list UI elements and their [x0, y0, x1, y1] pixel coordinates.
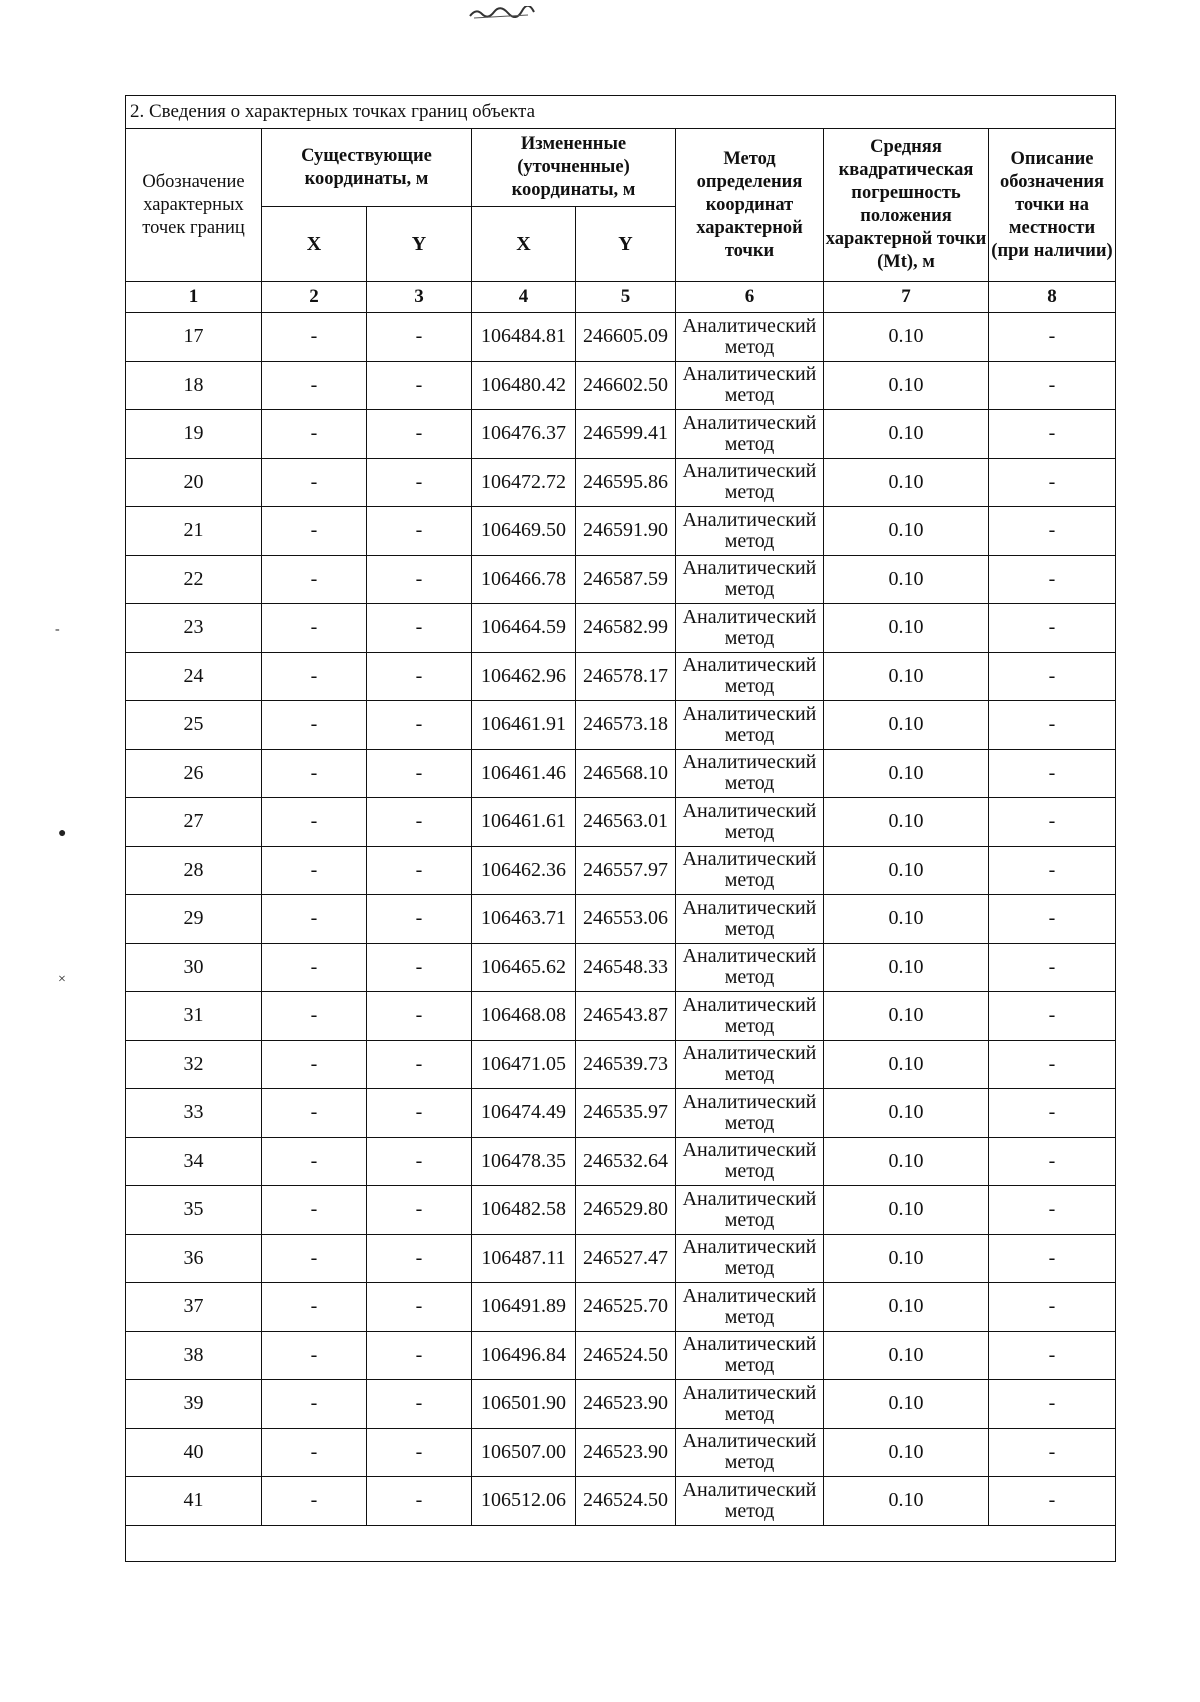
point-number-cell: 29 [126, 895, 262, 944]
changed-x-cell: 106468.08 [472, 992, 576, 1041]
changed-x-cell: 106491.89 [472, 1283, 576, 1332]
method-cell: Аналитический метод [676, 1040, 824, 1089]
table-row [126, 604, 1116, 653]
point-number-cell: 20 [126, 458, 262, 507]
existing-x-cell: - [262, 507, 367, 556]
table-row [126, 1428, 1116, 1477]
header-description: Описание обозначения точки на местности (при наличии) [989, 129, 1116, 282]
existing-y-cell: - [367, 555, 472, 604]
method-cell: Аналитический метод [676, 1186, 824, 1235]
changed-y-cell: 246524.50 [576, 1477, 676, 1526]
point-number-cell: 19 [126, 410, 262, 459]
point-number-cell: 28 [126, 846, 262, 895]
header-method: Метод определения координат характерной точки [676, 129, 824, 282]
changed-y-cell: 246539.73 [576, 1040, 676, 1089]
changed-x-cell: 106478.35 [472, 1137, 576, 1186]
point-number-cell: 21 [126, 507, 262, 556]
existing-y-cell: - [367, 1137, 472, 1186]
point-number-cell: 41 [126, 1477, 262, 1526]
changed-x-cell: 106496.84 [472, 1331, 576, 1380]
point-number-cell: 17 [126, 313, 262, 362]
error-cell: 0.10 [824, 410, 989, 459]
changed-y-cell: 246523.90 [576, 1380, 676, 1429]
method-cell: Аналитический метод [676, 1089, 824, 1138]
error-cell: 0.10 [824, 846, 989, 895]
description-cell: - [989, 313, 1116, 362]
changed-y-cell: 246529.80 [576, 1186, 676, 1235]
changed-x-cell: 106484.81 [472, 313, 576, 362]
header-existing-coordinates: Существующие координаты, м [262, 129, 472, 207]
table-row [126, 652, 1116, 701]
description-cell: - [989, 1283, 1116, 1332]
changed-x-cell: 106465.62 [472, 943, 576, 992]
changed-x-cell: 106482.58 [472, 1186, 576, 1235]
table-row [126, 410, 1116, 459]
empty-footer-cell [126, 1525, 1116, 1561]
method-cell: Аналитический метод [676, 458, 824, 507]
error-cell: 0.10 [824, 943, 989, 992]
existing-y-cell: - [367, 1234, 472, 1283]
method-cell: Аналитический метод [676, 1380, 824, 1429]
existing-x-cell: - [262, 555, 367, 604]
changed-y-cell: 246557.97 [576, 846, 676, 895]
existing-x-cell: - [262, 749, 367, 798]
column-number: 8 [989, 282, 1116, 313]
error-cell: 0.10 [824, 1186, 989, 1235]
error-cell: 0.10 [824, 555, 989, 604]
table-row [126, 1234, 1116, 1283]
description-cell: - [989, 1040, 1116, 1089]
existing-y-cell: - [367, 1331, 472, 1380]
error-cell: 0.10 [824, 604, 989, 653]
existing-x-cell: - [262, 1283, 367, 1332]
method-cell: Аналитический метод [676, 1331, 824, 1380]
changed-y-cell: 246535.97 [576, 1089, 676, 1138]
error-cell: 0.10 [824, 798, 989, 847]
method-cell: Аналитический метод [676, 701, 824, 750]
point-number-cell: 37 [126, 1283, 262, 1332]
table-row [126, 1283, 1116, 1332]
changed-y-cell: 246524.50 [576, 1331, 676, 1380]
column-number: 6 [676, 282, 824, 313]
existing-x-cell: - [262, 458, 367, 507]
description-cell: - [989, 992, 1116, 1041]
method-cell: Аналитический метод [676, 1428, 824, 1477]
changed-y-cell: 246578.17 [576, 652, 676, 701]
description-cell: - [989, 1089, 1116, 1138]
column-number: 3 [367, 282, 472, 313]
existing-x-cell: - [262, 1428, 367, 1477]
error-cell: 0.10 [824, 749, 989, 798]
section-title: 2. Сведения о характерных точках границ объекта [126, 96, 1116, 129]
error-cell: 0.10 [824, 1428, 989, 1477]
table-row [126, 1331, 1116, 1380]
header-designation: Обозначение характерных точек границ [126, 129, 262, 282]
existing-x-cell: - [262, 846, 367, 895]
existing-y-cell: - [367, 1477, 472, 1526]
existing-x-cell: - [262, 798, 367, 847]
description-cell: - [989, 507, 1116, 556]
point-number-cell: 23 [126, 604, 262, 653]
table-row [126, 313, 1116, 362]
description-cell: - [989, 895, 1116, 944]
scan-artifact-mark [468, 6, 536, 20]
existing-y-cell: - [367, 1040, 472, 1089]
column-number: 5 [576, 282, 676, 313]
table-row [126, 749, 1116, 798]
method-cell: Аналитический метод [676, 410, 824, 459]
existing-y-cell: - [367, 1428, 472, 1477]
changed-y-cell: 246553.06 [576, 895, 676, 944]
description-cell: - [989, 604, 1116, 653]
method-cell: Аналитический метод [676, 1137, 824, 1186]
table-row [126, 1040, 1116, 1089]
point-number-cell: 22 [126, 555, 262, 604]
point-number-cell: 39 [126, 1380, 262, 1429]
changed-x-cell: 106469.50 [472, 507, 576, 556]
header-existing-x: X [262, 207, 367, 282]
error-cell: 0.10 [824, 652, 989, 701]
existing-x-cell: - [262, 1331, 367, 1380]
description-cell: - [989, 458, 1116, 507]
existing-x-cell: - [262, 652, 367, 701]
existing-x-cell: - [262, 361, 367, 410]
changed-y-cell: 246532.64 [576, 1137, 676, 1186]
changed-y-cell: 246602.50 [576, 361, 676, 410]
margin-mark: ● [58, 826, 67, 841]
changed-y-cell: 246525.70 [576, 1283, 676, 1332]
column-number: 1 [126, 282, 262, 313]
changed-y-cell: 246573.18 [576, 701, 676, 750]
description-cell: - [989, 1234, 1116, 1283]
error-cell: 0.10 [824, 1380, 989, 1429]
existing-y-cell: - [367, 507, 472, 556]
changed-x-cell: 106471.05 [472, 1040, 576, 1089]
point-number-cell: 31 [126, 992, 262, 1041]
existing-x-cell: - [262, 1186, 367, 1235]
existing-x-cell: - [262, 1380, 367, 1429]
changed-x-cell: 106461.91 [472, 701, 576, 750]
header-error: Средняя квадратическая погрешность положения характерной точки (Mt), м [824, 129, 989, 282]
existing-y-cell: - [367, 458, 472, 507]
existing-y-cell: - [367, 895, 472, 944]
error-cell: 0.10 [824, 458, 989, 507]
existing-x-cell: - [262, 701, 367, 750]
changed-y-cell: 246523.90 [576, 1428, 676, 1477]
method-cell: Аналитический метод [676, 652, 824, 701]
column-number: 2 [262, 282, 367, 313]
method-cell: Аналитический метод [676, 798, 824, 847]
existing-y-cell: - [367, 361, 472, 410]
existing-x-cell: - [262, 1040, 367, 1089]
description-cell: - [989, 749, 1116, 798]
existing-y-cell: - [367, 1283, 472, 1332]
method-cell: Аналитический метод [676, 361, 824, 410]
existing-y-cell: - [367, 604, 472, 653]
changed-x-cell: 106462.96 [472, 652, 576, 701]
changed-y-cell: 246591.90 [576, 507, 676, 556]
point-number-cell: 40 [126, 1428, 262, 1477]
existing-y-cell: - [367, 313, 472, 362]
margin-mark: × [58, 972, 66, 987]
changed-y-cell: 246587.59 [576, 555, 676, 604]
existing-x-cell: - [262, 1137, 367, 1186]
description-cell: - [989, 798, 1116, 847]
changed-x-cell: 106463.71 [472, 895, 576, 944]
empty-footer-row [126, 1525, 1116, 1561]
method-cell: Аналитический метод [676, 895, 824, 944]
table-row [126, 992, 1116, 1041]
table-row [126, 1380, 1116, 1429]
error-cell: 0.10 [824, 1477, 989, 1526]
table-row [126, 895, 1116, 944]
method-cell: Аналитический метод [676, 992, 824, 1041]
table-row [126, 943, 1116, 992]
error-cell: 0.10 [824, 313, 989, 362]
error-cell: 0.10 [824, 1137, 989, 1186]
point-number-cell: 18 [126, 361, 262, 410]
point-number-cell: 27 [126, 798, 262, 847]
description-cell: - [989, 1186, 1116, 1235]
column-number: 7 [824, 282, 989, 313]
method-cell: Аналитический метод [676, 507, 824, 556]
description-cell: - [989, 1331, 1116, 1380]
table-row [126, 361, 1116, 410]
changed-y-cell: 246527.47 [576, 1234, 676, 1283]
header-changed-coordinates: Измененные (уточненные) координаты, м [472, 129, 676, 207]
description-cell: - [989, 555, 1116, 604]
existing-x-cell: - [262, 1089, 367, 1138]
point-number-cell: 32 [126, 1040, 262, 1089]
table-row [126, 1477, 1116, 1526]
method-cell: Аналитический метод [676, 1283, 824, 1332]
table-row [126, 798, 1116, 847]
error-cell: 0.10 [824, 1283, 989, 1332]
error-cell: 0.10 [824, 992, 989, 1041]
existing-y-cell: - [367, 1186, 472, 1235]
existing-y-cell: - [367, 652, 472, 701]
existing-x-cell: - [262, 410, 367, 459]
existing-x-cell: - [262, 313, 367, 362]
changed-y-cell: 246548.33 [576, 943, 676, 992]
table-row [126, 458, 1116, 507]
description-cell: - [989, 410, 1116, 459]
point-number-cell: 30 [126, 943, 262, 992]
changed-y-cell: 246595.86 [576, 458, 676, 507]
existing-y-cell: - [367, 701, 472, 750]
method-cell: Аналитический метод [676, 749, 824, 798]
table-row [126, 1137, 1116, 1186]
point-number-cell: 38 [126, 1331, 262, 1380]
description-cell: - [989, 846, 1116, 895]
changed-x-cell: 106472.72 [472, 458, 576, 507]
point-number-cell: 35 [126, 1186, 262, 1235]
changed-y-cell: 246568.10 [576, 749, 676, 798]
table-row [126, 507, 1116, 556]
changed-x-cell: 106466.78 [472, 555, 576, 604]
existing-y-cell: - [367, 749, 472, 798]
description-cell: - [989, 652, 1116, 701]
changed-y-cell: 246563.01 [576, 798, 676, 847]
description-cell: - [989, 1477, 1116, 1526]
existing-x-cell: - [262, 604, 367, 653]
header-changed-y: Y [576, 207, 676, 282]
column-number: 4 [472, 282, 576, 313]
point-number-cell: 36 [126, 1234, 262, 1283]
point-number-cell: 25 [126, 701, 262, 750]
existing-y-cell: - [367, 1380, 472, 1429]
error-cell: 0.10 [824, 1234, 989, 1283]
changed-x-cell: 106507.00 [472, 1428, 576, 1477]
existing-x-cell: - [262, 895, 367, 944]
method-cell: Аналитический метод [676, 1477, 824, 1526]
description-cell: - [989, 1428, 1116, 1477]
changed-y-cell: 246599.41 [576, 410, 676, 459]
point-number-cell: 26 [126, 749, 262, 798]
changed-y-cell: 246582.99 [576, 604, 676, 653]
existing-y-cell: - [367, 410, 472, 459]
table-row [126, 1186, 1116, 1235]
existing-x-cell: - [262, 1234, 367, 1283]
method-cell: Аналитический метод [676, 943, 824, 992]
header-changed-x: X [472, 207, 576, 282]
existing-y-cell: - [367, 1089, 472, 1138]
error-cell: 0.10 [824, 701, 989, 750]
error-cell: 0.10 [824, 895, 989, 944]
table-row [126, 701, 1116, 750]
description-cell: - [989, 701, 1116, 750]
existing-y-cell: - [367, 992, 472, 1041]
existing-y-cell: - [367, 846, 472, 895]
points-table [125, 95, 1116, 1562]
changed-x-cell: 106512.06 [472, 1477, 576, 1526]
changed-x-cell: 106462.36 [472, 846, 576, 895]
description-cell: - [989, 361, 1116, 410]
error-cell: 0.10 [824, 507, 989, 556]
method-cell: Аналитический метод [676, 313, 824, 362]
changed-x-cell: 106461.46 [472, 749, 576, 798]
changed-y-cell: 246605.09 [576, 313, 676, 362]
changed-x-cell: 106474.49 [472, 1089, 576, 1138]
changed-x-cell: 106476.37 [472, 410, 576, 459]
column-number-row [126, 282, 1116, 313]
method-cell: Аналитический метод [676, 1234, 824, 1283]
table-row [126, 846, 1116, 895]
description-cell: - [989, 943, 1116, 992]
error-cell: 0.10 [824, 361, 989, 410]
changed-y-cell: 246543.87 [576, 992, 676, 1041]
table-row [126, 1089, 1116, 1138]
existing-x-cell: - [262, 943, 367, 992]
description-cell: - [989, 1137, 1116, 1186]
existing-y-cell: - [367, 943, 472, 992]
method-cell: Аналитический метод [676, 846, 824, 895]
changed-x-cell: 106480.42 [472, 361, 576, 410]
changed-x-cell: 106461.61 [472, 798, 576, 847]
table-row [126, 555, 1116, 604]
error-cell: 0.10 [824, 1089, 989, 1138]
changed-x-cell: 106487.11 [472, 1234, 576, 1283]
method-cell: Аналитический метод [676, 555, 824, 604]
header-existing-y: Y [367, 207, 472, 282]
point-number-cell: 33 [126, 1089, 262, 1138]
existing-x-cell: - [262, 992, 367, 1041]
changed-x-cell: 106501.90 [472, 1380, 576, 1429]
existing-y-cell: - [367, 798, 472, 847]
method-cell: Аналитический метод [676, 604, 824, 653]
existing-x-cell: - [262, 1477, 367, 1526]
point-number-cell: 34 [126, 1137, 262, 1186]
error-cell: 0.10 [824, 1040, 989, 1089]
changed-x-cell: 106464.59 [472, 604, 576, 653]
point-number-cell: 24 [126, 652, 262, 701]
description-cell: - [989, 1380, 1116, 1429]
error-cell: 0.10 [824, 1331, 989, 1380]
margin-mark: - [55, 622, 60, 637]
